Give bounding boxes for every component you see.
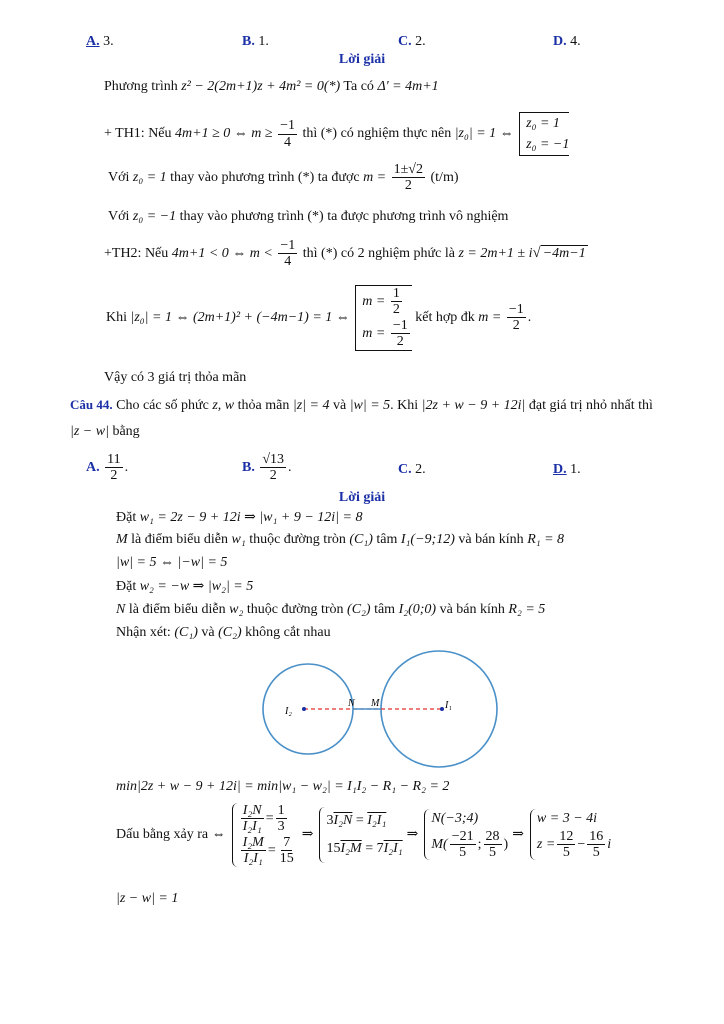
numerator: 7 — [283, 834, 291, 850]
implies-arrow: ⇒ — [406, 827, 419, 843]
label-i1: I₁ — [445, 700, 452, 711]
numerator: I₂N — [242, 803, 262, 818]
q43-conclusion: Vậy có 3 giá trị thỏa mãn — [104, 370, 247, 385]
denominator: 15 — [279, 851, 294, 867]
q44-stem-line1 — [70, 397, 653, 414]
text: Đặt — [116, 579, 137, 594]
text: thỏa mãn — [237, 398, 290, 413]
math: I₂(0;0) — [398, 602, 437, 617]
text: − — [577, 836, 586, 852]
q43-option-d — [553, 34, 581, 50]
math: 4m+1 ≥ 0 ⇔ m ≥ — [175, 126, 273, 142]
label-n: N — [348, 698, 355, 709]
math: (C₁) — [174, 625, 198, 640]
q44-step-min: min|2z + w − 9 + 12i| = min|w₁ − w₂| = I₁I₂ − R₁ − R₂ = 2 — [116, 779, 450, 794]
q44-option-c-value: 2. — [415, 462, 426, 477]
text: Với — [108, 170, 130, 186]
q44-option-c-letter: C. — [398, 462, 412, 477]
implies-arrow: ⇒ — [512, 827, 524, 843]
math: m = — [362, 325, 386, 341]
math: (C₁) — [349, 532, 373, 547]
label-m: M — [371, 698, 380, 709]
numerator: 12 — [559, 828, 574, 844]
denominator: 3 — [277, 819, 285, 835]
denominator: 5 — [562, 845, 570, 861]
numerator: I₂M — [242, 834, 264, 850]
fraction — [450, 829, 476, 861]
text: tâm — [376, 532, 398, 547]
q43-line-z1 — [108, 162, 459, 194]
q43-option-d-value: 4. — [570, 34, 581, 49]
vector: I₂M — [340, 840, 362, 856]
numerator: −1 — [280, 118, 295, 134]
math: w₁ — [231, 532, 246, 547]
fraction — [557, 829, 575, 861]
text: thuộc đường tròn — [246, 602, 344, 617]
math: i — [607, 836, 612, 852]
math: z = 2m+1 ± i — [458, 246, 533, 262]
sqrt-sign: √ — [532, 245, 541, 262]
math: N(−3;4) — [431, 811, 479, 827]
q43-option-d-letter: D. — [553, 34, 567, 49]
math: w₁ = 2z − 9 + 12i ⇒ |w₁ + 9 − 12i| = 8 — [139, 510, 363, 525]
text: . Khi — [390, 398, 419, 413]
q43-line-case1 — [104, 112, 569, 156]
denominator: I₂I₁ — [242, 819, 262, 835]
text: Đặt — [116, 510, 137, 525]
bracket-system — [519, 112, 569, 156]
q44-option-b: B. $\frac{√13}{2}$ . — [242, 452, 292, 484]
brace-system-2 — [319, 807, 402, 863]
math: z, w — [212, 398, 235, 413]
q43-option-c — [398, 34, 426, 50]
denominator: 4 — [284, 134, 292, 150]
math: M( — [431, 836, 448, 852]
fraction — [391, 286, 402, 318]
vector: I₂I₁ — [367, 812, 387, 828]
text: thay vào phương trình (*) ta được — [170, 170, 360, 186]
fraction — [278, 835, 296, 867]
denominator: 2 — [512, 318, 520, 334]
fraction — [276, 803, 287, 835]
math: |2z + w − 9 + 12i| — [421, 398, 526, 413]
text: bằng — [112, 424, 140, 439]
math: Δ' = 4m+1 — [377, 79, 439, 94]
q44-final-answer: |z − w| = 1 — [116, 891, 179, 906]
text: ) — [503, 836, 509, 852]
numerator: −21 — [451, 828, 474, 844]
brace-system-4 — [530, 809, 611, 860]
math: |z₀| = 1 ⇔ — [454, 126, 514, 142]
math: |w| = 5 — [349, 398, 391, 413]
q44-step-3: |w| = 5 ⇔ |−w| = 5 — [116, 555, 228, 570]
q44-option-d-value: 1. — [570, 462, 581, 477]
math: (C₂) — [218, 625, 242, 640]
q43-line-z-minus1 — [108, 209, 508, 225]
q43-line-equation — [104, 79, 439, 95]
text: tâm — [374, 602, 396, 617]
math: z₀ = 1 — [526, 116, 560, 131]
fraction — [278, 238, 297, 270]
text: Dấu bằng xảy ra ⇔ — [116, 826, 226, 842]
math: w = 3 − 4i — [536, 811, 598, 827]
math: z² − 2(2m+1)z + 4m² = 0(*) — [181, 79, 341, 94]
text: 15 — [326, 840, 341, 856]
q44-option-b-letter: B. — [242, 460, 255, 476]
denominator: 2 — [396, 334, 404, 350]
q44-stem-line2 — [70, 424, 140, 440]
numerator: 11 — [107, 452, 121, 467]
denominator: 2 — [392, 302, 400, 318]
fraction — [587, 829, 605, 861]
math: R₁ = 8 — [527, 532, 565, 547]
q44-option-a-letter: A. — [86, 460, 100, 476]
text: thì (*) có nghiệm thực nên — [302, 126, 452, 142]
text: 3 — [326, 812, 334, 828]
math: z₀ = −1 — [132, 209, 177, 224]
q44-solution-title: Lời giải — [338, 490, 386, 505]
q43-option-a-letter: A. — [86, 34, 100, 49]
q43-option-a — [86, 34, 114, 50]
numerator: 28 — [485, 828, 500, 844]
math: (C₂) — [347, 602, 371, 617]
math: m = — [362, 294, 386, 310]
text: và bán kính — [439, 602, 505, 617]
fraction — [260, 452, 286, 484]
denominator: 2 — [110, 468, 118, 484]
denominator: 5 — [592, 845, 600, 861]
math: |z₀| = 1 ⇔ (2m+1)² + (−4m−1) = 1 ⇔ — [130, 310, 350, 325]
math: z = — [536, 836, 556, 852]
math: w₂ = −w ⇒ |w₂| = 5 — [139, 579, 254, 594]
math: N — [116, 602, 126, 617]
text: Cho các số phức — [116, 398, 209, 413]
q44-step-1 — [116, 509, 362, 526]
point-i2 — [302, 707, 306, 711]
text: đạt giá trị nhỏ nhất thì — [528, 398, 653, 413]
numerator: 1 — [277, 803, 285, 818]
numerator: −1 — [280, 238, 296, 253]
text: và bán kính — [458, 532, 524, 547]
math: 4m+1 < 0 ⇔ m < — [171, 246, 273, 262]
text: và — [332, 398, 347, 413]
q44-step-6 — [116, 625, 331, 641]
math: −4m−1 — [542, 246, 586, 262]
text: +TH2: Nếu — [104, 246, 169, 262]
implies-arrow: ⇒ — [301, 827, 314, 843]
vector: I₂N — [333, 812, 353, 828]
text: là điểm biểu diễn — [131, 532, 228, 547]
fraction — [507, 302, 526, 334]
math: R₂ = 5 — [508, 602, 546, 617]
q44-step-5 — [116, 602, 545, 618]
denominator: I₂I₁ — [243, 851, 263, 867]
fraction — [241, 803, 264, 835]
text: thì (*) có 2 nghiệm phức là — [302, 246, 455, 262]
brace-system-3 — [424, 809, 508, 860]
text: Khi — [106, 310, 127, 325]
text: Với — [108, 209, 130, 224]
denominator: 4 — [284, 254, 292, 270]
fraction — [241, 835, 266, 867]
vector: I₂I₁ — [383, 840, 403, 856]
q43-option-b-value: 1. — [258, 34, 269, 49]
numerator: √13 — [262, 452, 285, 467]
q43-option-c-value: 2. — [415, 34, 426, 49]
text: là điểm biểu diễn — [128, 602, 226, 617]
fraction — [392, 162, 425, 194]
text: = 7 — [365, 840, 384, 856]
text: không cắt nhau — [245, 625, 331, 640]
denominator: 5 — [459, 845, 467, 861]
q43-option-b — [242, 34, 269, 50]
fraction — [391, 318, 410, 350]
text: Nhận xét: — [116, 625, 171, 640]
math: |z| = 4 — [292, 398, 330, 413]
text: và — [201, 625, 215, 640]
q43-option-a-value: 3. — [103, 34, 114, 49]
q43-solution-title: Lời giải — [338, 52, 386, 67]
two-circles-figure — [255, 650, 505, 776]
q43-line-condition: Khi |z₀| = 1 ⇔ (2m+1)² + (−4m−1) = 1 ⇔ m = $\frac{1}{2}$ m = $\frac{-1}{2}$ kết hợp đk m = $\frac{-1}{2}$ . — [106, 286, 532, 350]
text: = — [265, 811, 274, 827]
text: = — [355, 812, 364, 828]
fraction — [484, 829, 502, 861]
text: thay vào phương trình (*) ta được phương trình vô nghiệm — [179, 209, 509, 224]
text: thuộc đường tròn — [249, 532, 346, 547]
q44-option-d — [553, 462, 581, 478]
math: m = — [478, 310, 502, 325]
math: m = — [363, 170, 387, 186]
q43-line-case2 — [104, 238, 588, 270]
q44-label: Câu 44. — [70, 397, 113, 412]
math: I₁(−9;12) — [400, 532, 455, 547]
bracket-system — [355, 285, 411, 351]
math: |z − w| — [70, 424, 109, 439]
numerator: 16 — [589, 828, 604, 844]
q44-step-4 — [116, 578, 253, 595]
numerator: −1 — [508, 301, 524, 317]
text: = — [267, 842, 276, 858]
denominator: 2 — [269, 468, 277, 484]
text: + TH1: Nếu — [104, 126, 172, 142]
q44-step-equality — [116, 803, 611, 867]
numerator: −1 — [392, 317, 408, 333]
denominator: 5 — [489, 845, 497, 861]
denominator: 2 — [404, 178, 412, 194]
fraction — [278, 118, 297, 150]
text: (t/m) — [430, 170, 459, 186]
math: w₂ — [229, 602, 244, 617]
text: ; — [477, 836, 482, 852]
numerator: 1 — [392, 286, 400, 301]
q44-option-a: A. $\frac{11}{2}$ . — [86, 452, 129, 484]
brace-system-1 — [232, 803, 298, 867]
numerator: 1±√2 — [393, 162, 423, 177]
label-i2: I₂ — [285, 706, 292, 717]
q44-option-c — [398, 462, 426, 478]
math: M — [116, 532, 128, 547]
q43-option-c-letter: C. — [398, 34, 412, 49]
math: z₀ = 1 — [132, 170, 167, 186]
math: z₀ = −1 — [526, 137, 570, 152]
q43-option-b-letter: B. — [242, 34, 255, 49]
fraction — [105, 452, 122, 484]
q44-step-2 — [116, 532, 564, 548]
text: Phương trình — [104, 79, 178, 94]
text: kết hợp đk — [415, 310, 475, 325]
q44-option-d-letter: D. — [553, 462, 567, 477]
point-i1 — [440, 707, 444, 711]
text: Ta có — [343, 79, 374, 94]
